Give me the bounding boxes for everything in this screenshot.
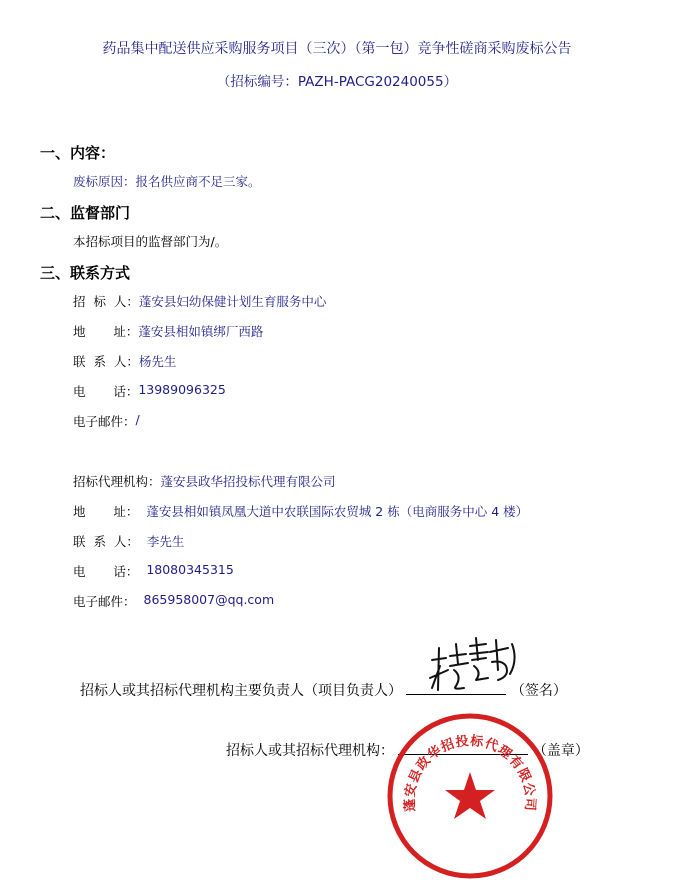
agency-name-value: 蓬安县政华招投标代理有限公司 — [160, 474, 336, 489]
star-icon — [445, 772, 495, 819]
agency-contact-row — [73, 532, 184, 550]
agency-address-value: 蓬安县相如镇凤凰大道中农联国际农贸城 2 栋（电商服务中心 4 楼） — [146, 504, 529, 519]
tenderer-name-value: 蓬安县妇幼保健计划生育服务中心 — [138, 294, 327, 309]
supervision-value: 本招标项目的监督部门为/。 — [73, 234, 228, 249]
agency-name-row — [73, 472, 336, 490]
tenderer-phone-value: 13989096325 — [138, 382, 226, 397]
handwritten-signature — [426, 630, 526, 700]
agency-email-row — [73, 592, 274, 610]
seal-text: 蓬安县政华招投标代理有限公司 — [402, 733, 538, 813]
agency-email-value: 865958007@qq.com — [143, 592, 275, 607]
agency-phone-label: 电 话： — [73, 564, 139, 579]
tenderer-phone-row — [73, 382, 226, 400]
tenderer-email-label: 电子邮件： — [73, 414, 136, 429]
tenderer-contact-row — [73, 352, 176, 370]
agency-contact-label: 联 系 人： — [73, 534, 139, 549]
org-label: 招标人或其招标代理机构： — [226, 743, 394, 759]
tenderer-address-value: 蓬安县相如镇绑厂西路 — [138, 324, 264, 339]
tenderer-contact-label: 联 系 人： — [73, 354, 139, 369]
tenderer-address-row — [73, 322, 263, 340]
section-contact-heading: 三、联系方式 — [40, 264, 131, 282]
tenderer-contact-value: 杨先生 — [138, 354, 177, 369]
tenderer-phone-label: 电 话： — [73, 384, 139, 399]
org-suffix: （盖章） — [532, 743, 589, 759]
tender-number: （招标编号：PAZH-PACG20240055） — [216, 74, 458, 90]
company-seal — [386, 712, 554, 880]
section-content-heading: 一、内容： — [40, 144, 116, 162]
agency-name-label: 招标代理机构： — [73, 474, 161, 489]
tenderer-email-row — [73, 412, 140, 430]
tenderer-address-label: 地 址： — [73, 324, 139, 339]
cancel-reason-value: 报名供应商不足三家。 — [135, 174, 261, 189]
supervision-text — [73, 232, 227, 250]
agency-contact-value: 李先生 — [146, 534, 185, 549]
agency-address-label: 地 址： — [73, 504, 139, 519]
tenderer-email-value: / — [135, 412, 140, 427]
agency-phone-value: 18080345315 — [146, 562, 234, 577]
tenderer-name-row — [73, 292, 326, 310]
tenderer-name-label: 招 标 人： — [73, 294, 139, 309]
signer-label: 招标人或其招标代理机构主要负责人（项目负责人） — [80, 683, 402, 699]
agency-phone-row — [73, 562, 234, 580]
cancel-reason-label: 废标原因： — [73, 174, 136, 189]
section-supervision-heading: 二、监督部门 — [40, 204, 131, 222]
cancel-reason-row — [73, 172, 261, 190]
signer-suffix: （签名） — [510, 683, 567, 699]
document-title: 药品集中配送供应采购服务项目（三次）（第一包）竞争性磋商采购废标公告 — [102, 41, 572, 57]
agency-email-label: 电子邮件： — [73, 594, 136, 609]
agency-address-row — [73, 502, 528, 520]
